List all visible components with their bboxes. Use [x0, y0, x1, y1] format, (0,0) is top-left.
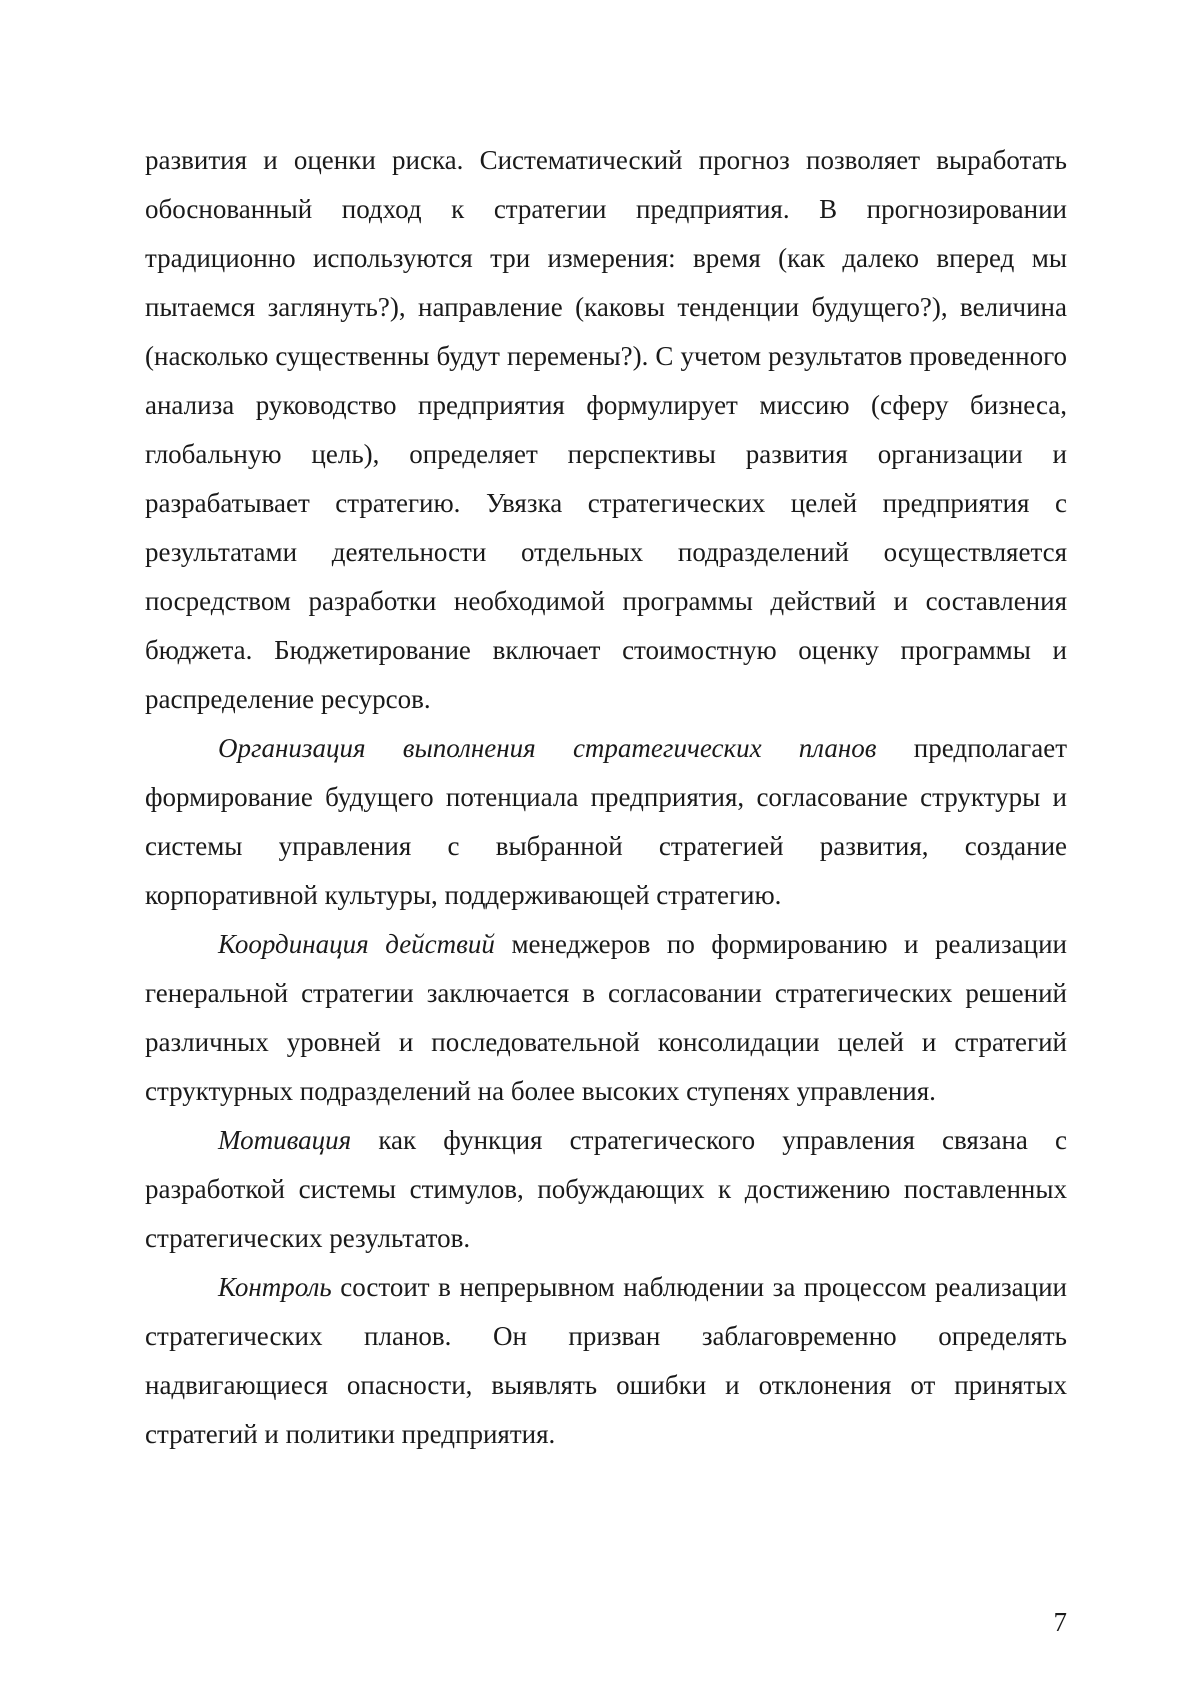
body-text [145, 136, 1067, 1459]
paragraph-lead-italic: Организация выполнения стратегических планов [218, 733, 877, 763]
paragraph-lead-italic: Контроль [218, 1272, 332, 1302]
paragraph-text: менеджеров по формированию и реализации генеральной стратегии заключается в согласовании стратегических решений различных уровней и последовательной консолидации целей и стратегий структурных подразделений на более высоких ступенях управления. [145, 929, 1067, 1106]
paragraph [145, 1263, 1067, 1459]
paragraph-text: как функция стратегического управления связана с разработкой системы стимулов, побуждающих к достижению поставленных стратегических результатов. [145, 1125, 1067, 1253]
paragraph-lead-italic: Координация действий [218, 929, 495, 959]
paragraph [145, 920, 1067, 1116]
paragraph-lead-italic: Мотивация [218, 1125, 352, 1155]
paragraph-text: предполагает формирование будущего потенциала предприятия, согласование структуры и системы управления с выбранной стратегией развития, создание корпоративной культуры, поддерживающей стратегию. [145, 733, 1067, 910]
page-number: 7 [1053, 1607, 1067, 1637]
paragraph-text: состоит в непрерывном наблюдении за процессом реализации стратегических планов. Он призван заблаговременно определять надвигающиеся опасности, выявлять ошибки и отклонения от принятых стратегий и политики предприятия. [145, 1272, 1067, 1449]
paragraph [145, 1116, 1067, 1263]
paragraph-text: развития и оценки риска. Систематический прогноз позволяет выработать обоснованный подход к стратегии предприятия. В прогнозировании традиционно используются три измерения: время (как далеко вперед мы пытаемся заглянуть?), направление (каковы тенденции будущего?), величина (насколько существенны будут перемены?). С учетом результатов проведенного анализа руководство предприятия формулирует миссию (сферу бизнеса, глобальную цель), определяет перспективы развития организации и разрабатывает стратегию. Увязка стратегических целей предприятия с результатами деятельности отдельных подразделений осуществляется посредством разработки необходимой программы действий и составления бюджета. Бюджетирование включает стоимостную оценку программы и распределение ресурсов. [145, 145, 1067, 714]
paragraph [145, 724, 1067, 920]
paragraph [145, 136, 1067, 724]
